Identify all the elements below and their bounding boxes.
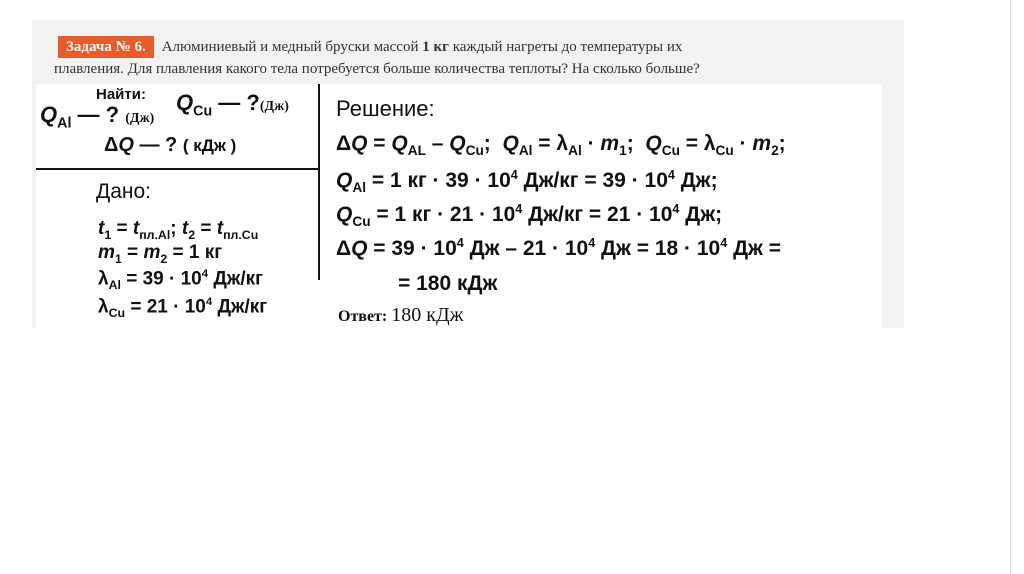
solution-line-4: $\Delta Q = 39 \cdot 10^4$ Дж – $21 \cdot 10^4$ Дж = $18 \cdot 10^4$ Дж = <box>336 236 782 260</box>
slide-border <box>1010 0 1011 574</box>
solution-line-3-a: = 1 кг · 21 · 10 <box>376 203 516 226</box>
task-text-1: Алюминиевый и медный бруски массой <box>161 39 423 55</box>
given-lambda-cu-exp: 4 <box>205 296 213 308</box>
exp: 4 <box>720 236 728 250</box>
divider-vertical <box>318 84 320 280</box>
solution-line-3-c: Дж; <box>679 203 723 226</box>
given-t: $t_1 = t_{пл.Al}$; $t_2 = t_{пл.Cu}$ <box>98 218 259 242</box>
exp: 4 <box>456 236 464 250</box>
task-text-2: плавления. Для плавления какого тела потребуется больше количества теплоты? На сколько больше? <box>54 61 700 77</box>
task-statement <box>54 36 878 80</box>
solution-label: Решение: <box>336 96 435 121</box>
exp: 4 <box>510 168 518 182</box>
task-text-mass: 1 кг <box>422 39 449 55</box>
solution-line-4-d: Дж = <box>727 237 782 260</box>
solution-line-4-a: = 39 · 10 <box>373 237 457 260</box>
handwritten-solution <box>36 84 882 328</box>
find-dq: ΔQ — ? ( кДж ) <box>104 134 237 156</box>
solution-line-4-b: Дж – 21 · 10 <box>463 237 589 260</box>
task-badge: Задача № 6. <box>58 36 154 58</box>
given-lambda-al: $\lambda_{Al} = 39 \cdot 10^4$ Дж/кг <box>98 268 264 293</box>
given-lambda-al-unit: Дж/кг <box>213 268 264 290</box>
given-lambda-al-value: 39 · 10 <box>142 268 202 290</box>
find-q-al: $Q_{Al}$ — ? (Дж) <box>40 102 155 132</box>
find-q-cu-unit: (Дж) <box>259 99 289 114</box>
given-lambda-cu-unit: Дж/кг <box>217 296 268 318</box>
find-dq-unit: ( кДж ) <box>182 136 237 155</box>
solution-line-4-c: Дж = 18 · 10 <box>595 237 721 260</box>
answer-value: 180 кДж <box>391 304 464 326</box>
exp: 4 <box>515 202 523 216</box>
given-m-value: 1 кг <box>188 242 223 263</box>
solution-line-5: = 180 кДж <box>398 272 498 295</box>
given-lambda-al-exp: 4 <box>201 268 209 280</box>
answer-label: Ответ: <box>338 308 388 325</box>
solution-line-1: $\Delta Q = Q_{AL} - Q_{Cu}$; $Q_{Al} = \lambda_{Al} \cdot m_1$; $Q_{Cu} = \lambda_{Cu} \cdot m_2$; <box>336 132 786 159</box>
find-q-cu: $Q_{Cu}$ — ?(Дж) <box>176 90 289 120</box>
solution-line-3: $Q_{Cu} = 1$ кг · $21 \cdot 10^4$ $Дж/кг = 21 \cdot 10^4$ Дж; <box>336 202 723 230</box>
task-text-1b: каждый нагреты до температуры их <box>448 39 683 55</box>
solution-line-2-c: Дж; <box>674 169 718 192</box>
given-label: Дано: <box>96 180 152 203</box>
divider-horizontal <box>36 168 318 170</box>
solution-line-2: $Q_{Al} = 1$ кг · $39 \cdot 10^4$ $Дж/кг = 39 \cdot 10^4$ Дж; <box>336 168 718 196</box>
solution-line-2-a: = 1 кг · 39 · 10 <box>371 169 511 192</box>
exp: 4 <box>588 236 596 250</box>
find-label: Найти: <box>96 86 146 103</box>
find-q-al-unit: (Дж) <box>125 111 155 126</box>
solution-line-2-b: Дж/кг = 39 · 10 <box>517 169 668 192</box>
solution-line-3-b: Дж/кг = 21 · 10 <box>522 203 673 226</box>
given-lambda-cu-value: 21 · 10 <box>146 296 206 318</box>
answer <box>338 304 463 327</box>
given-m: $m_1 = m_2 = 1$ кг <box>98 242 223 266</box>
given-lambda-cu: $\lambda_{Cu} = 21 \cdot 10^4$ Дж/кг <box>98 296 268 321</box>
exp: 4 <box>667 168 675 182</box>
exp: 4 <box>672 202 680 216</box>
